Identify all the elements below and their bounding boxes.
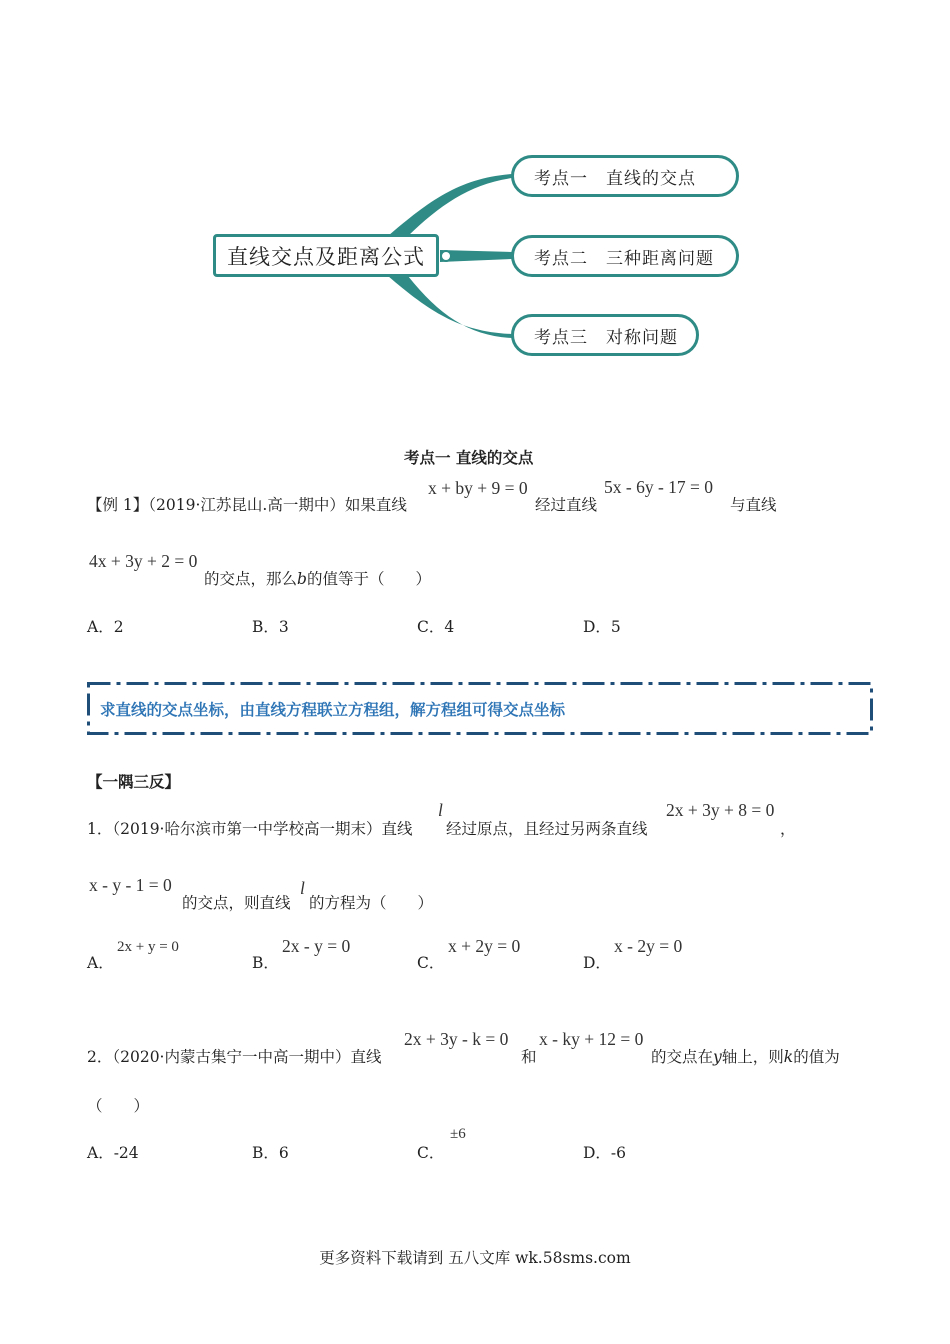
q2-var-y: y bbox=[713, 1048, 722, 1066]
q1-option-a-letter: A． bbox=[87, 954, 114, 972]
example1-label: 【例 1】 bbox=[87, 496, 149, 514]
q2-option-b: B．6 bbox=[252, 1144, 289, 1162]
q1-option-c-letter: C． bbox=[417, 954, 445, 972]
q2-tail bbox=[651, 1045, 840, 1067]
q2-and: 和 bbox=[521, 1048, 537, 1066]
q1-eq2: x - y - 1 = 0 bbox=[89, 875, 172, 895]
q2-tail-a: 的交点在 bbox=[651, 1048, 714, 1066]
q1-tail: 的方程为（ ） bbox=[309, 894, 434, 912]
q1-option-d-eq: x - 2y = 0 bbox=[614, 936, 683, 956]
example1-option-b: B．3 bbox=[252, 618, 289, 636]
q2-tail-c: 的值为 bbox=[793, 1048, 840, 1066]
example1-tail bbox=[204, 567, 431, 589]
example1-source: （2019·江苏昆山.高一期中）如果直线 bbox=[148, 496, 407, 514]
q2-option-c: C． bbox=[417, 1144, 445, 1162]
q1-option-d-letter: D． bbox=[583, 954, 611, 972]
tip-text: 求直线的交点坐标，由直线方程联立方程组，解方程组可得交点坐标 bbox=[100, 700, 566, 719]
q1-lead: 1．（2019·哈尔滨市第一中学校高一期末）直线 bbox=[87, 820, 413, 838]
example1-var-b: b bbox=[297, 570, 307, 588]
footer-text: 更多资料下载请到 五八文库 wk.58sms.com bbox=[319, 1249, 631, 1267]
q1-mid: 经过原点，且经过另两条直线 bbox=[446, 820, 648, 838]
q1-mid2: 的交点，则直线 bbox=[182, 894, 291, 912]
mindmap-branch-2: 考点二 三种距离问题 bbox=[511, 235, 739, 277]
q2-option-a: A．-24 bbox=[87, 1144, 139, 1162]
example1-option-d: D．5 bbox=[583, 618, 621, 636]
q1-var-l-2: l bbox=[300, 878, 305, 898]
q2-option-d: D．-6 bbox=[583, 1144, 627, 1162]
q2-tail-b: 轴上，则 bbox=[721, 1048, 784, 1066]
q1-option-b-letter: B． bbox=[252, 954, 279, 972]
example1-mid2: 与直线 bbox=[730, 496, 777, 514]
q2-paren: （ ） bbox=[87, 1097, 150, 1115]
q1-option-a-eq: 2x + y = 0 bbox=[117, 939, 179, 955]
q1-comma: ， bbox=[780, 820, 796, 838]
section-title: 考点一 直线的交点 bbox=[404, 448, 534, 467]
q1-option-c-eq: x + 2y = 0 bbox=[448, 936, 521, 956]
example1-option-c: C．4 bbox=[417, 618, 455, 636]
q2-var-k: k bbox=[783, 1048, 794, 1066]
mindmap-branch-1: 考点一 直线的交点 bbox=[511, 155, 739, 197]
mindmap-branch-3: 考点三 对称问题 bbox=[511, 314, 699, 356]
q1-var-l: l bbox=[438, 800, 443, 820]
example1-option-a: A．2 bbox=[87, 618, 124, 636]
q2-option-c-math: ±6 bbox=[450, 1126, 466, 1142]
example1-eq1: x + by + 9 = 0 bbox=[428, 478, 528, 498]
connector-bottom bbox=[388, 276, 512, 338]
example1-eq3: 4x + 3y + 2 = 0 bbox=[89, 551, 198, 571]
connector-top bbox=[388, 174, 512, 236]
q1-option-b-eq: 2x - y = 0 bbox=[282, 936, 351, 956]
example1-mid1: 经过直线 bbox=[535, 496, 598, 514]
example1-line1 bbox=[87, 493, 407, 515]
connector-node bbox=[441, 251, 451, 261]
example1-tail-b: 的值等于（ ） bbox=[306, 570, 431, 588]
q2-eq2: x - ky + 12 = 0 bbox=[539, 1029, 644, 1049]
q2-lead: 2．（2020·内蒙古集宁一中高一期中）直线 bbox=[87, 1048, 382, 1066]
q2-eq1: 2x + 3y - k = 0 bbox=[404, 1029, 509, 1049]
mindmap-center-node: 直线交点及距离公式 bbox=[213, 234, 439, 277]
practice-header: 【一隅三反】 bbox=[87, 772, 181, 791]
example1-tail-a: 的交点，那么 bbox=[204, 570, 298, 588]
example1-eq2: 5x - 6y - 17 = 0 bbox=[604, 477, 714, 497]
q1-eq1: 2x + 3y + 8 = 0 bbox=[666, 800, 775, 820]
